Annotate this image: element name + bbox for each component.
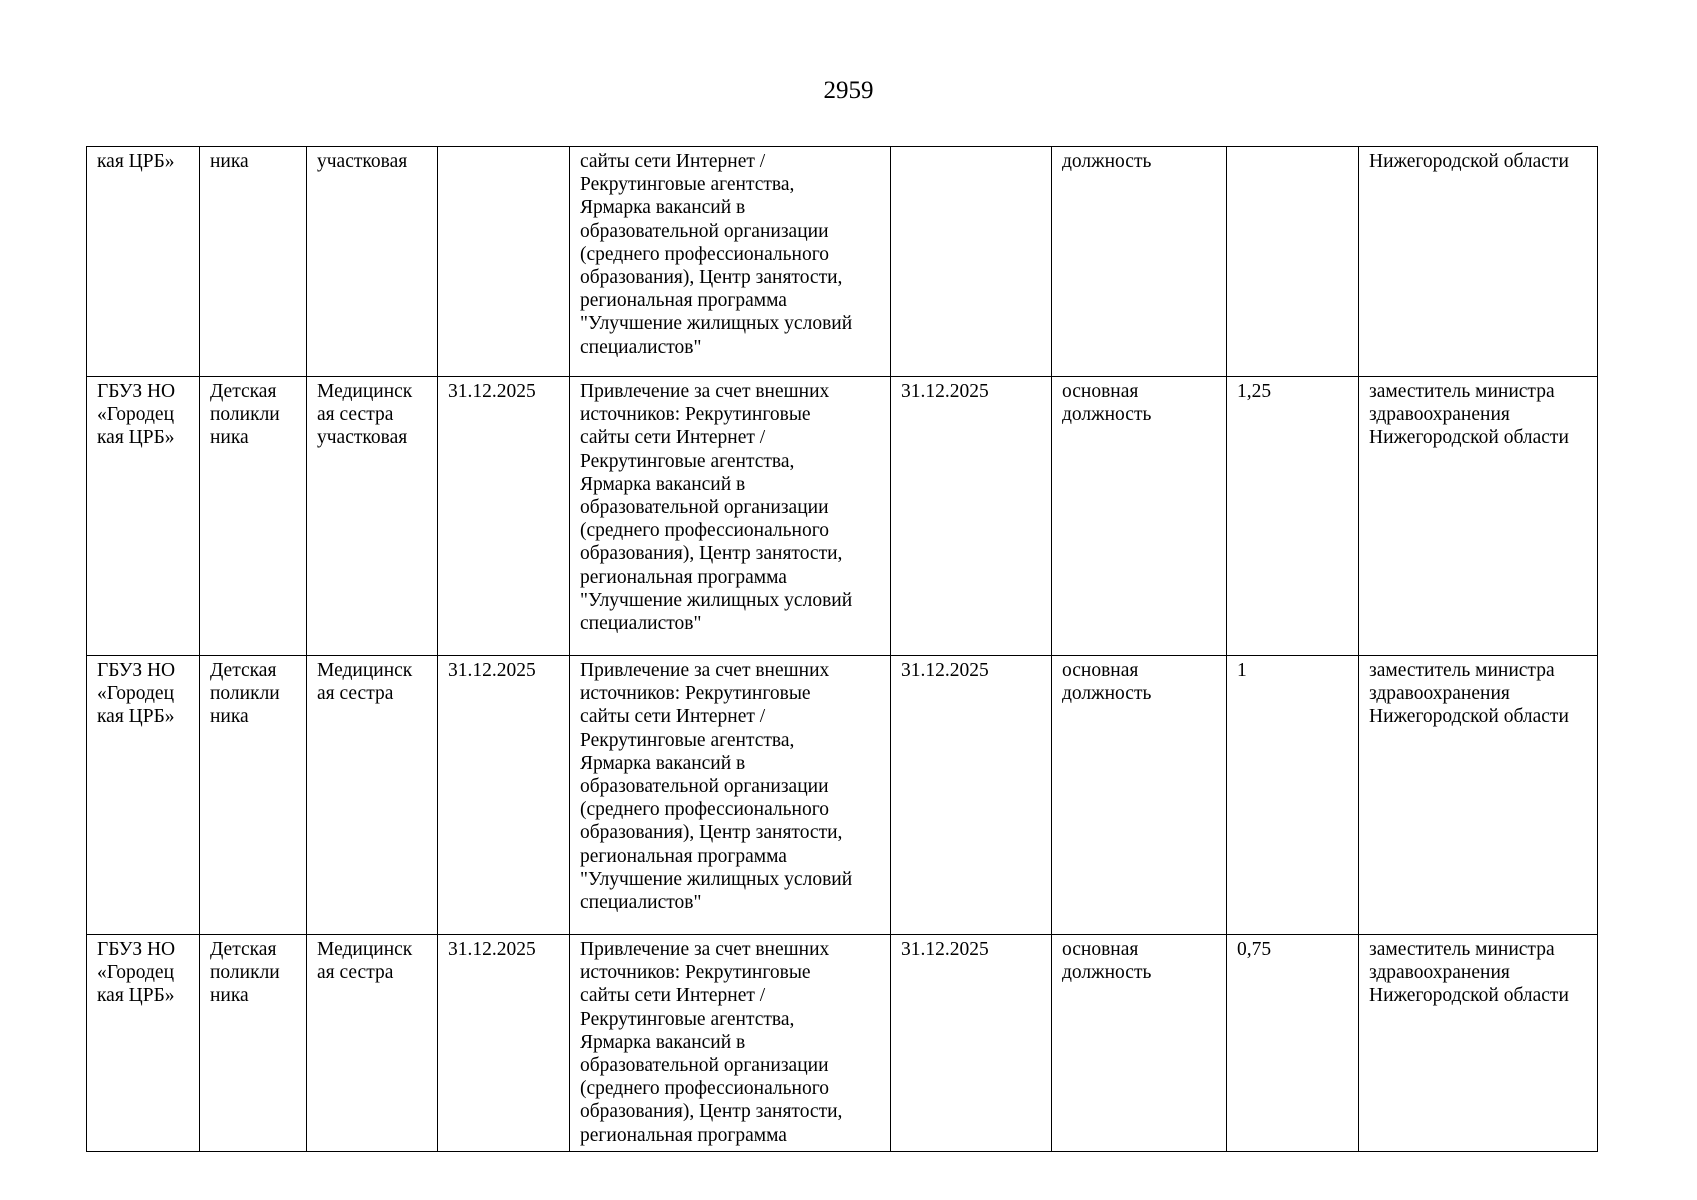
table-cell-date: 31.12.2025 <box>438 935 570 1152</box>
table-cell-employment-type: основная должность <box>1052 656 1227 935</box>
table-cell-responsible: заместитель министра здравоохранения Нижегородской области <box>1359 377 1598 656</box>
table-cell-employment-type: основная должность <box>1052 935 1227 1152</box>
table-row <box>87 935 1598 1152</box>
table-cell-employment-type: должность <box>1052 147 1227 377</box>
table-cell-organization: ГБУЗ НО «Городец кая ЦРБ» <box>87 656 200 935</box>
table-cell-deadline <box>891 147 1052 377</box>
table-cell-deadline: 31.12.2025 <box>891 656 1052 935</box>
table-cell-position: Медицинск ая сестра участковая <box>307 377 438 656</box>
table-row <box>87 377 1598 656</box>
table-cell-measures: сайты сети Интернет / Рекрутинговые агентства, Ярмарка вакансий в образовательной организации (среднего профессионального образования), Центр занятости, региональная программа "Улучшение жилищных условий специалистов" <box>570 147 891 377</box>
table-cell-employment-type: основная должность <box>1052 377 1227 656</box>
table-cell-measures: Привлечение за счет внешних источников: Рекрутинговые сайты сети Интернет / Рекрутинговые агентства, Ярмарка вакансий в образовательной организации (среднего профессионального образования), Центр занятости, региональная программа <box>570 935 891 1152</box>
table-cell-department: ника <box>200 147 307 377</box>
table-cell-responsible: Нижегородской области <box>1359 147 1598 377</box>
table-cell-deadline: 31.12.2025 <box>891 935 1052 1152</box>
table-cell-rate <box>1227 147 1359 377</box>
table-cell-date <box>438 147 570 377</box>
table-cell-department: Детская поликли ника <box>200 935 307 1152</box>
table-cell-position: участковая <box>307 147 438 377</box>
table-cell-rate: 0,75 <box>1227 935 1359 1152</box>
table-cell-date: 31.12.2025 <box>438 377 570 656</box>
table-cell-organization: кая ЦРБ» <box>87 147 200 377</box>
table-cell-responsible: заместитель министра здравоохранения Нижегородской области <box>1359 935 1598 1152</box>
table-cell-measures: Привлечение за счет внешних источников: Рекрутинговые сайты сети Интернет / Рекрутинговые агентства, Ярмарка вакансий в образовательной организации (среднего профессионального образования), Центр занятости, региональная программа "Улучшение жилищных условий специалистов" <box>570 656 891 935</box>
table-row <box>87 147 1598 377</box>
table-cell-department: Детская поликли ника <box>200 377 307 656</box>
table-row <box>87 656 1598 935</box>
table-cell-organization: ГБУЗ НО «Городец кая ЦРБ» <box>87 935 200 1152</box>
table-cell-department: Детская поликли ника <box>200 656 307 935</box>
table-cell-date: 31.12.2025 <box>438 656 570 935</box>
table-cell-measures: Привлечение за счет внешних источников: Рекрутинговые сайты сети Интернет / Рекрутинговые агентства, Ярмарка вакансий в образовательной организации (среднего профессионального образования), Центр занятости, региональная программа "Улучшение жилищных условий специалистов" <box>570 377 891 656</box>
table-cell-responsible: заместитель министра здравоохранения Нижегородской области <box>1359 656 1598 935</box>
table-cell-organization: ГБУЗ НО «Городец кая ЦРБ» <box>87 377 200 656</box>
document-table <box>86 146 1598 1152</box>
table-cell-deadline: 31.12.2025 <box>891 377 1052 656</box>
table-cell-rate: 1,25 <box>1227 377 1359 656</box>
table-cell-position: Медицинск ая сестра <box>307 656 438 935</box>
table-cell-position: Медицинск ая сестра <box>307 935 438 1152</box>
table-cell-rate: 1 <box>1227 656 1359 935</box>
page-number: 2959 <box>823 77 874 104</box>
